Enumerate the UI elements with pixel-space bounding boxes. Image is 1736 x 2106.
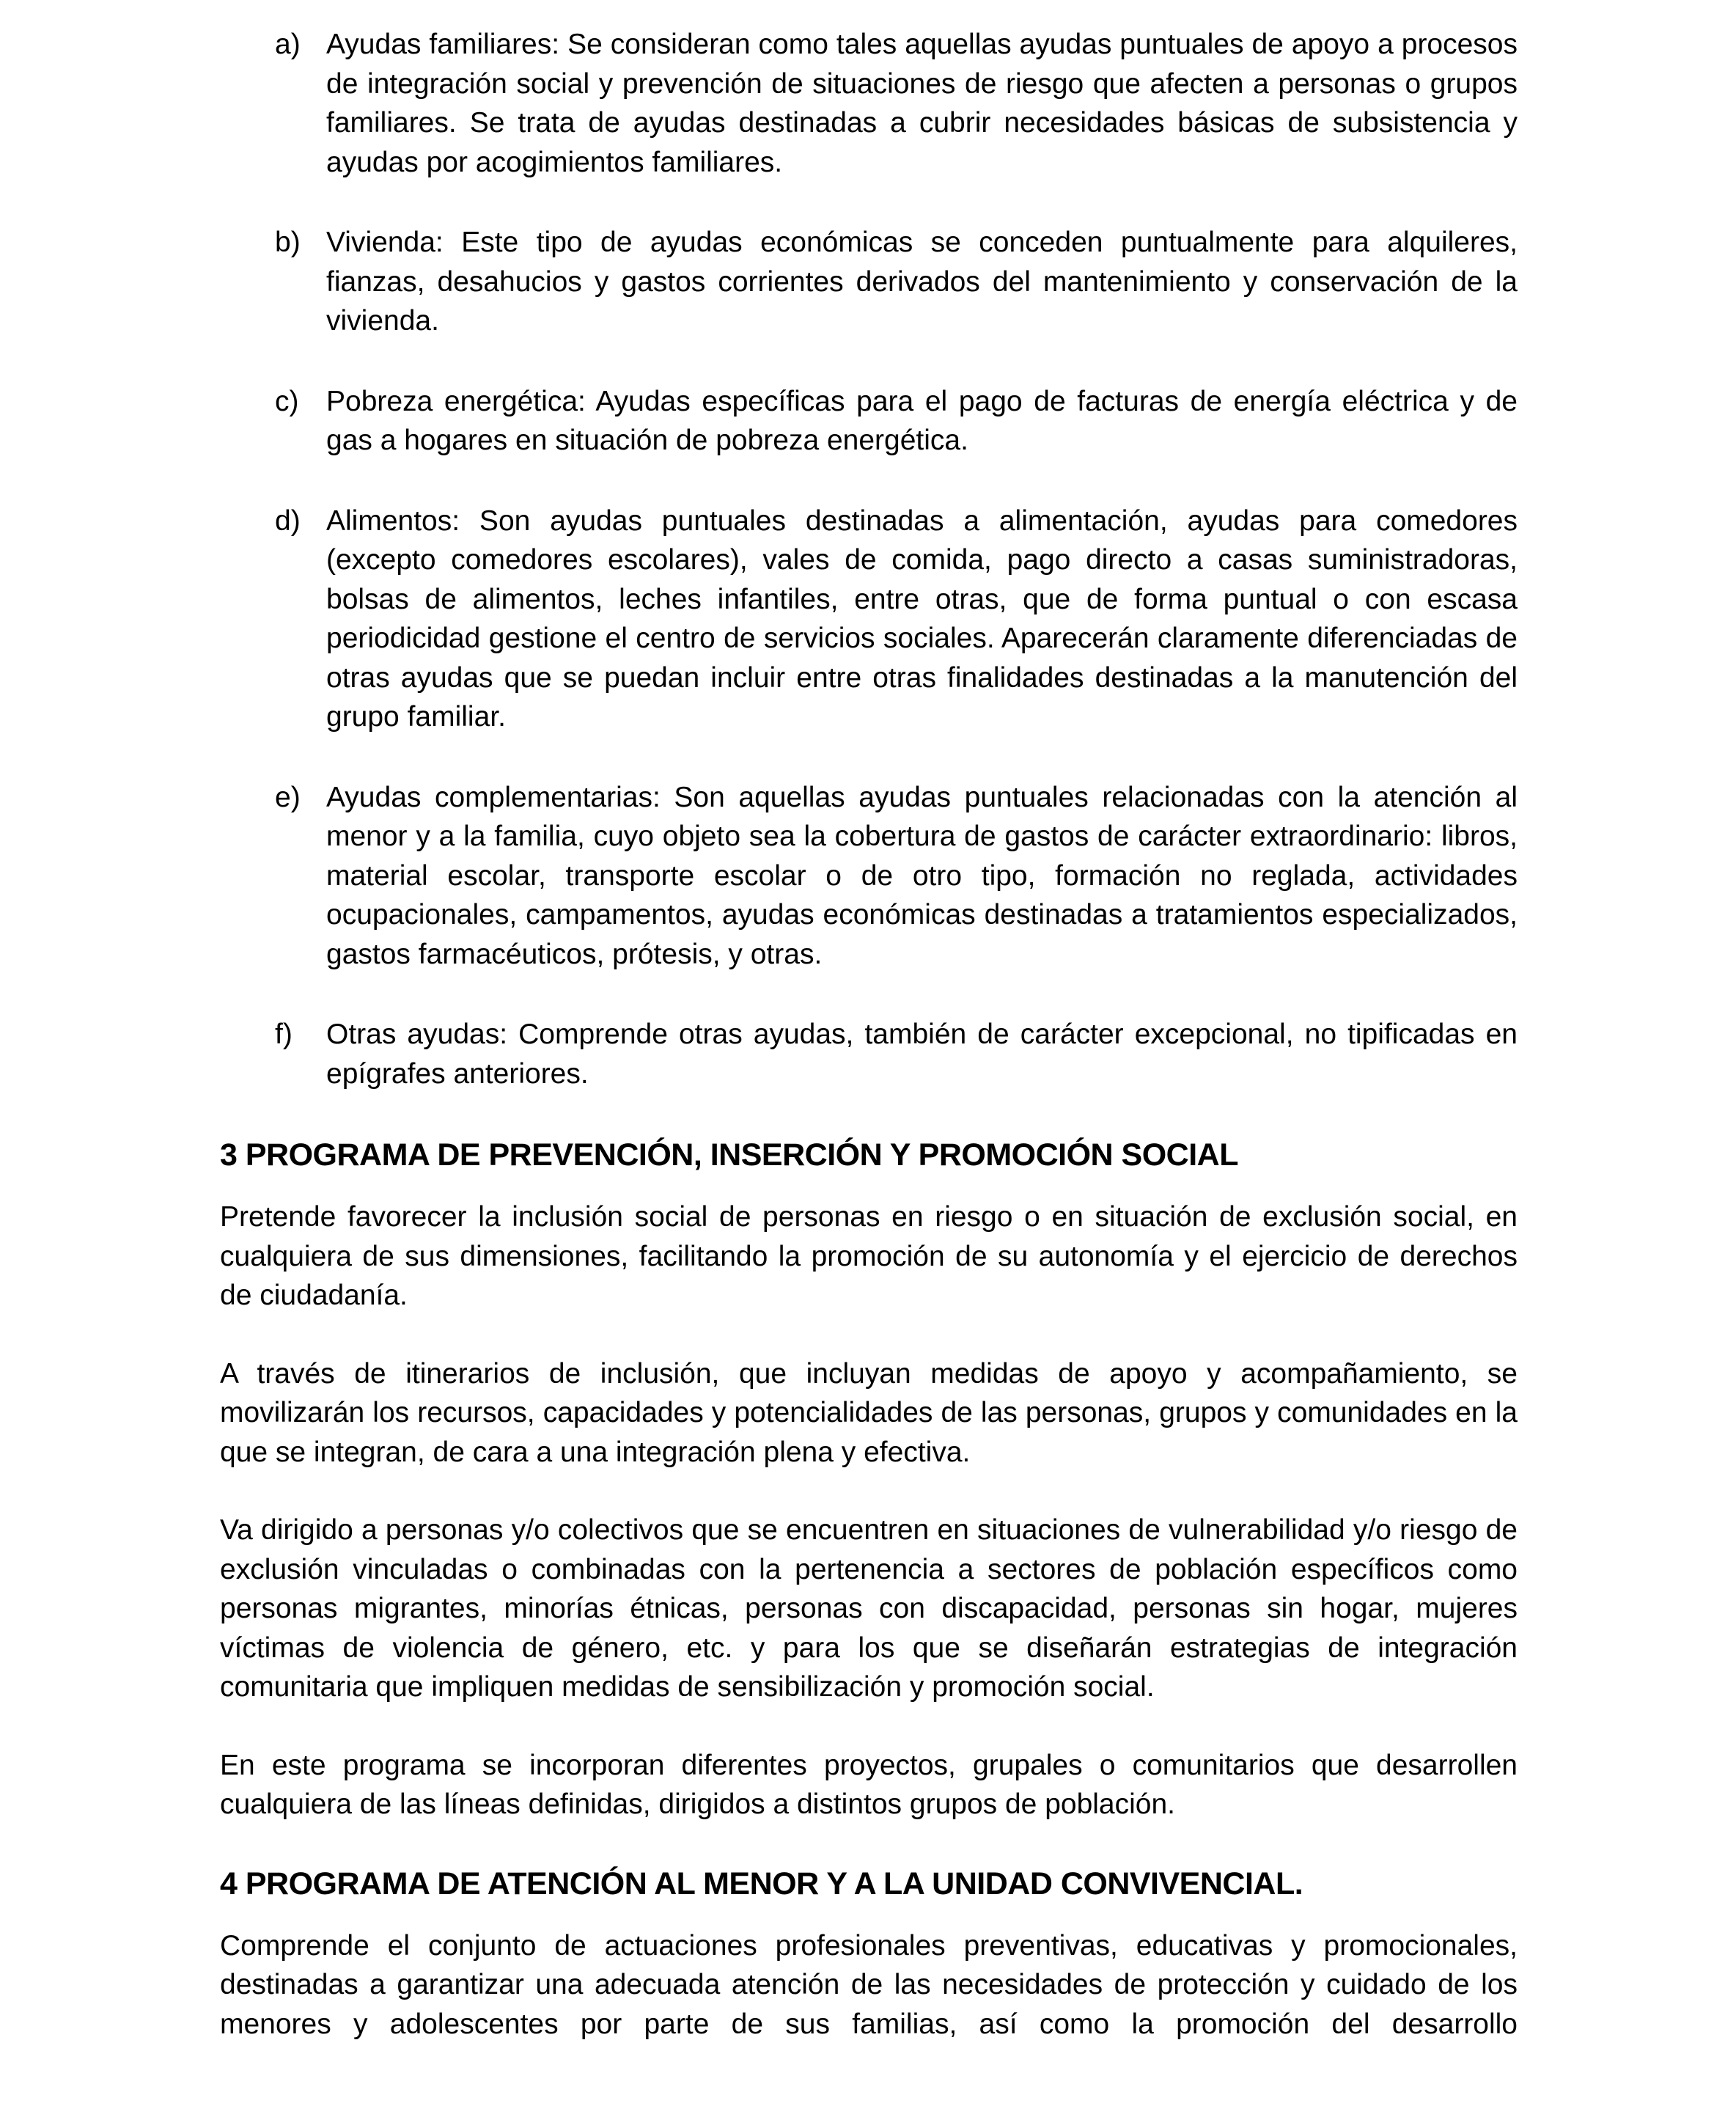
section-4-paragraph-1: Comprende el conjunto de actuaciones profesionales preventivas, educativas y promocionales, destinadas a garantizar una adecuada atención de las necesidades de protección y cuidado de los menores y adolescentes por parte de sus familias, así como la promoción del desarrollo [220, 1929, 1518, 2040]
list-item-a [220, 25, 1518, 182]
list-item-c [220, 382, 1518, 461]
list-item-d [220, 502, 1518, 737]
section-3-paragraph-2: A través de itinerarios de inclusión, que incluyan medidas de apoyo y acompañamiento, se movilizarán los recursos, capacidades y potencialidades de las personas, grupos y comunidades en la que se integran, de cara a una integración plena y efectiva. [220, 1357, 1518, 1468]
list-item-f-text: Otras ayudas: Comprende otras ayudas, también de carácter excepcional, no tipificadas en epígrafes anteriores. [326, 1019, 1518, 1090]
section-3-paragraph-4: En este programa se incorporan diferentes proyectos, grupales o comunitarios que desarrollen cualquiera de las líneas definidas, dirigidos a distintos grupos de población. [220, 1749, 1518, 1820]
aid-types-list [220, 25, 1518, 1093]
list-item-f [220, 1015, 1518, 1093]
section-3-paragraph-3: Va dirigido a personas y/o colectivos que se encuentren en situaciones de vulnerabilidad y/o riesgo de exclusión vinculadas o combinadas con la pertenencia a sectores de población específicos como personas migrantes, minorías étnicas, personas con discapacidad, personas sin hogar, mujeres víctimas de violencia de género, etc. y para los que se diseñarán estrategias de integración comunitaria que impliquen medidas de sensibilización y promoción social. [220, 1514, 1518, 1703]
list-item-a-text: Ayudas familiares: Se consideran como tales aquellas ayudas puntuales de apoyo a procesos de integración social y prevención de situaciones de riesgo que afecten a personas o grupos familiares. Se trata de ayudas destinadas a cubrir necesidades básicas de subsistencia y ayudas por acogimientos familiares. [326, 29, 1518, 178]
list-item-e-marker: e) [275, 781, 301, 813]
list-item-e [220, 778, 1518, 975]
list-item-b-text: Vivienda: Este tipo de ayudas económicas se conceden puntualmente para alquileres, fianzas, desahucios y gastos corrientes derivados del mantenimiento y conservación de la vivienda. [326, 227, 1518, 337]
list-item-e-text: Ayudas complementarias: Son aquellas ayudas puntuales relacionadas con la atención al menor y a la familia, cuyo objeto sea la cobertura de gastos de carácter extraordinario: libros, material escolar, transporte escolar o de otro tipo, formación no reglada, actividades ocupacionales, campamentos, ayudas económicas destinadas a tratamientos especializados, gastos farmacéuticos, prótesis, y otras. [326, 781, 1518, 970]
list-item-d-text: Alimentos: Son ayudas puntuales destinadas a alimentación, ayudas para comedores (excepto comedores escolares), vales de comida, pago directo a casas suministradoras, bolsas de alimentos, leches infantiles, entre otras, que de forma puntual o con escasa periodicidad gestione el centro de servicios sociales. Aparecerán claramente diferenciadas de otras ayudas que se puedan incluir entre otras finalidades destinadas a la manutención del grupo familiar. [326, 505, 1518, 733]
list-item-b [220, 223, 1518, 341]
list-item-a-marker: a) [275, 29, 301, 60]
list-item-c-marker: c) [275, 385, 299, 417]
section-3-heading: 3 PROGRAMA DE PREVENCIÓN, INSERCIÓN Y PROMOCIÓN SOCIAL [220, 1137, 1238, 1173]
list-item-d-marker: d) [275, 505, 301, 537]
list-item-b-marker: b) [275, 227, 301, 258]
list-item-f-marker: f) [275, 1019, 293, 1050]
section-4-heading: 4 PROGRAMA DE ATENCIÓN AL MENOR Y A LA UNIDAD CONVIVENCIAL. [220, 1865, 1303, 1901]
list-item-c-text: Pobreza energética: Ayudas específicas para el pago de facturas de energía eléctrica y de gas a hogares en situación de pobreza energética. [326, 385, 1518, 456]
section-3-paragraph-1: Pretende favorecer la inclusión social de personas en riesgo o en situación de exclusión social, en cualquiera de sus dimensiones, facilitando la promoción de su autonomía y el ejercicio de derechos de ciudadanía. [220, 1201, 1518, 1311]
